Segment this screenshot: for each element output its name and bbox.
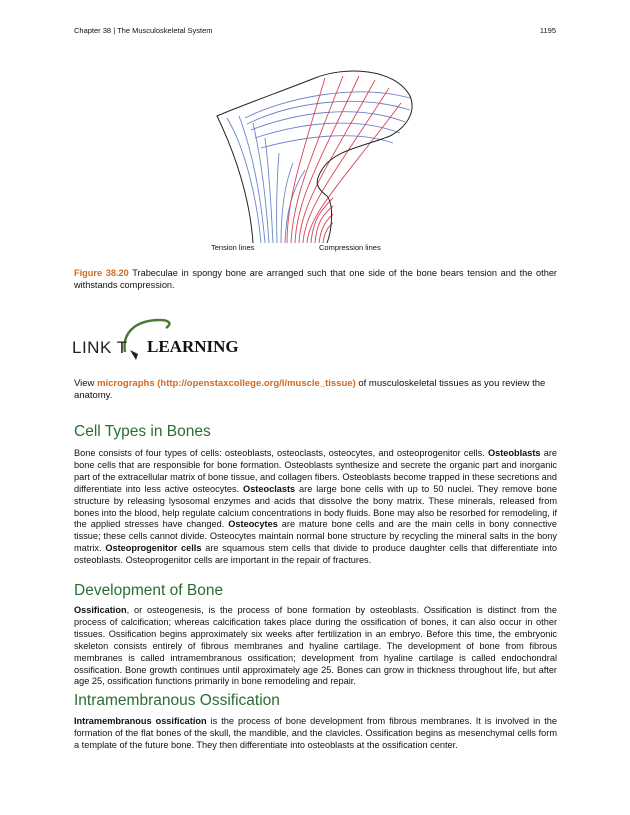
heading-cell-types: Cell Types in Bones (74, 423, 211, 440)
page-number: 1195 (539, 26, 556, 35)
micrographs-link[interactable]: micrographs (http://openstaxcollege.org/l/muscle_tissue) (97, 378, 356, 389)
tension-lines (227, 92, 410, 243)
chapter-title: Chapter 38 | The Musculoskeletal System (74, 26, 213, 35)
bone-outline (217, 71, 412, 243)
link-to-learning-logo (70, 318, 245, 366)
paragraph-development: Ossification, or osteogenesis, is the process of bone formation by osteoblasts. Ossification is distinct from the process of calcification; whereas calcification takes place during the ossification of bones, it can also occur in other tissues. Ossification begins approximately six weeks after fertilization in an embryo. Before this time, the embryonic skeleton consists entirely of fibrous membranes and hyaline cartilage. The development of bone from fibrous membranes is called intramembranous ossification; development from hyaline cartilage is called endochondral ossification. Bone growth continues until approximately age 25. Bones can grow in thickness throughout life, but after age 25, ossification functions primarily in bone remodeling and repair. (74, 605, 557, 687)
heading-intramembranous: Intramembranous Ossification (74, 692, 280, 709)
tension-label: Tension lines (211, 243, 255, 252)
paragraph-intramembranous: Intramembranous ossification is the process of bone development from fibrous membranes. It is involved in the formation of the flat bones of the skull, the mandible, and the clavicles. Ossification begins as mesenchymal cells form a template of the future bone. They then differentiate into osteoblasts at the ossification center. (74, 716, 557, 750)
link-to-learning-text (74, 378, 557, 402)
caption-text: Trabeculae in spongy bone are arranged such that one side of the bone bears tension and the other withstands compression. (74, 268, 557, 290)
logo-text-learning: LEARNING (147, 337, 239, 356)
logo-text-link: LINK T (72, 338, 128, 357)
paragraph-cell-types: Bone consists of four types of cells: osteoblasts, osteoclasts, osteocytes, and osteoprogenitor cells. Osteoblasts are bone cells that are responsible for bone formation. Osteoblasts synthesize and secrete the organic part and inorganic part of the extracellular matrix of bone tissue, and collagen fibers. Osteoblasts become trapped in these secretions and differentiate into less active osteocytes. Osteoclasts are large bone cells with up to 50 nuclei. They remove bone structure by releasing lysosomal enzymes and acids that dissolve the bony matrix. These minerals, released from bones into the blood, help regulate calcium concentrations in body fluids. Bone may also be resorbed for remodeling, if the applied stresses have changed. Osteocytes are mature bone cells and are the main cells in bony connective tissue; these cells cannot divide. Osteocytes maintain normal bone structure by recycling the mineral salts in the bony matrix. Osteoprogenitor cells are squamous stem cells that divide to produce daughter cells that differentiate into osteoblasts. Osteoprogenitor cells are important in the repair of fractures. (74, 448, 557, 566)
heading-development: Development of Bone (74, 582, 224, 599)
femur-trabeculae-figure (205, 58, 425, 258)
view-suffix: of musculoskeletal tissues as you review the anatomy. (74, 378, 546, 401)
femur-illustration (205, 58, 425, 258)
figure-number: Figure 38.20 (74, 268, 129, 278)
compression-label: Compression lines (319, 243, 381, 252)
figure-caption (74, 267, 557, 291)
view-prefix: View (74, 378, 98, 389)
page-header (74, 26, 556, 38)
